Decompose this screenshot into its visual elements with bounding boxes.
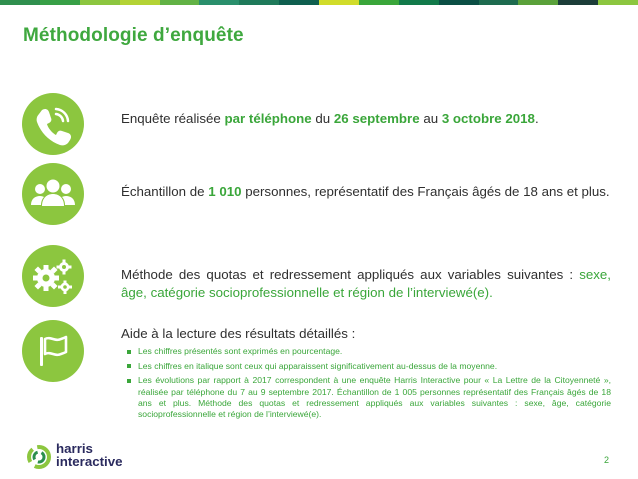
flag-icon (22, 320, 84, 382)
survey-period-text (121, 110, 611, 128)
highlight-variables: sexe, âge, catégorie socioprofessionnelle et région de l’interviewé(e). (121, 267, 611, 300)
top-bar-segment (239, 0, 279, 5)
page-number: 2 (603, 455, 609, 465)
top-bar-segment (399, 0, 439, 5)
top-bar-segment (279, 0, 319, 5)
top-bar-segment (0, 0, 40, 5)
top-bar-segment (558, 0, 598, 5)
highlight-start-date: 26 septembre (333, 111, 420, 126)
top-bar-segment (518, 0, 558, 5)
text-segment: Méthode des quotas et redressement appliqués aux variables suivantes : (121, 267, 580, 282)
sample-text (121, 183, 611, 201)
quota-method-text (121, 266, 611, 302)
highlight-end-date: 3 octobre 2018 (441, 111, 535, 126)
logo-line-2: interactive (56, 453, 123, 469)
text-segment: personnes, représentatif des Français âgés de 18 ans et plus. (241, 184, 610, 199)
top-bar-segment (439, 0, 479, 5)
top-bar-segment (80, 0, 120, 5)
reading-guide-list (121, 346, 611, 420)
list-item: Les chiffres présentés sont exprimés en pourcentage. (138, 346, 611, 357)
list-item: Les évolutions par rapport à 2017 correspondent à une enquête Harris Interactive pour « La Lettre de la Citoyenneté », réalisée par téléphone du 7 au 9 septembre 2017. Échantillon de 1 005 personnes représentatif des Français âgés de 18 ans et plus. Méthode des quotas et redressement appliqués aux variables suivantes : sexe, âge, catégorie socioprofessionnelle et région de l’interviewé(e). (138, 375, 611, 420)
top-bar-segment (479, 0, 519, 5)
text-segment: du (311, 111, 334, 126)
phone-icon (22, 93, 84, 155)
top-bar-segment (120, 0, 160, 5)
list-item: Les chiffres en italique sont ceux qui apparaissent significativement au-dessus de la moyenne. (138, 361, 611, 372)
text-segment: au (419, 111, 442, 126)
group-icon (22, 163, 84, 225)
highlight-sample-size: 1 010 (208, 184, 242, 199)
top-bar-segment (40, 0, 80, 5)
top-bar-segment (598, 0, 638, 5)
text-segment: . (534, 111, 539, 126)
text-segment: Échantillon de (121, 184, 209, 199)
top-bar-segment (160, 0, 200, 5)
highlight-phone: par téléphone (224, 111, 312, 126)
text-segment: Enquête réalisée (121, 111, 225, 126)
logo-line-1: harris (56, 441, 93, 456)
reading-guide (121, 325, 611, 424)
gears-icon (22, 245, 84, 307)
top-bar-segment (359, 0, 399, 5)
top-bar-segment (199, 0, 239, 5)
reading-guide-heading: Aide à la lecture des résultats détaillés : (121, 326, 356, 341)
top-color-bar (0, 0, 638, 5)
top-bar-segment (319, 0, 359, 5)
logo-wordmark (56, 443, 123, 468)
page-title: Méthodologie d’enquête (23, 25, 244, 46)
